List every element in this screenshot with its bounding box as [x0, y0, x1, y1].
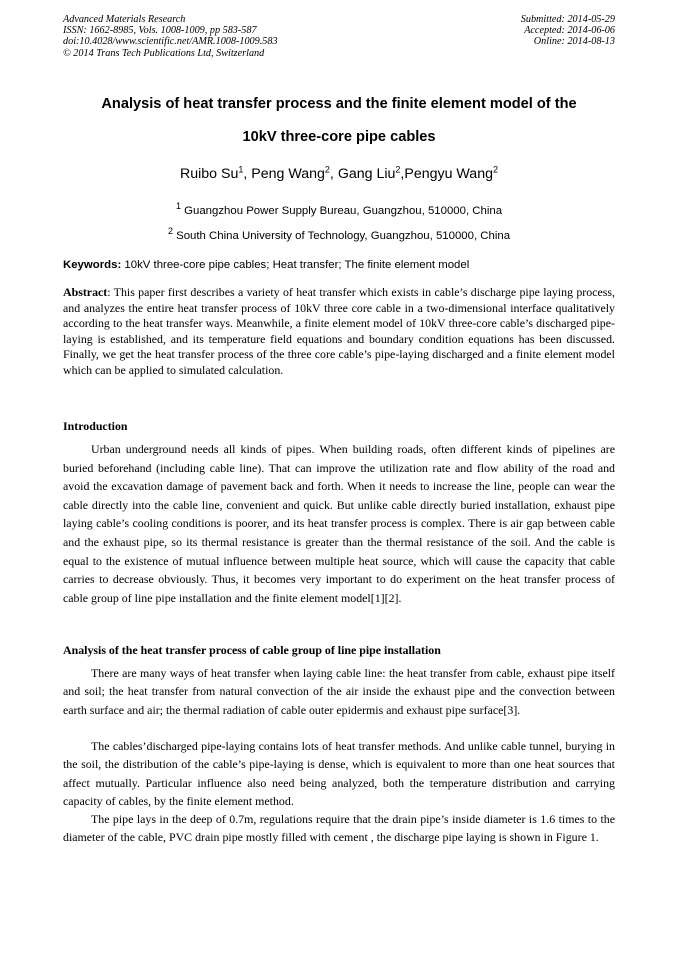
introduction-paragraph: Urban underground needs all kinds of pipes. When building roads, often different kinds of pipelines are buried beforehand (including cable line). That can improve the utilization rate and flow ability of the road and avoid the excavation damage of pavement back and forth. When it needs to increase the line, people can wear the cable directly into the cable line, convenient and quick. But unlike cable directly buried installation, exhaust pipe laying cable’s cooling conditions is poorer, and its heat transfer process is complex. There is air gap between cable and the exhaust pipe, so its thermal resistance is greater than the thermal resistance of the soil. And the cable is equal to the existence of mutual influence between multiple heat source, which will cause the capacity that cable carries to decrease obviously. Thus, it becomes very important to do experiment on the heat transfer process of cable group of line pipe installation and the finite element model[1][2]. [63, 442, 615, 605]
author-affiliation-mark: 2 [324, 164, 330, 175]
section-heading-analysis: Analysis of the heat transfer process of cable group of line pipe installation [63, 643, 441, 657]
affiliation-text: South China University of Technology, Guangzhou, 510000, China [176, 230, 511, 242]
keywords-text: 10kV three-core pipe cables; Heat transfer; The finite element model [124, 259, 470, 271]
affiliation-text: Guangzhou Power Supply Bureau, Guangzhou, 510000, China [184, 205, 503, 217]
author-name: Ruibo Su [180, 166, 239, 182]
author-name: Pengyu Wang [404, 166, 493, 182]
journal-header [63, 14, 615, 66]
author-separator: , [329, 166, 338, 182]
affiliation-1 [63, 203, 615, 219]
keywords-label: Keywords: [63, 259, 122, 271]
doi-link[interactable]: doi:10.4028/www.scientific.net/AMR.1008-1009.583 [63, 36, 278, 48]
analysis-paragraph-3: The pipe lays in the deep of 0.7m, regulations require that the drain pipe’s inside diameter is 1.6 times to the diameter of the cable, PVC drain pipe mostly filled with cement , the discharge pipe laying is shown in Figure 1. [63, 812, 615, 845]
abstract [63, 285, 615, 379]
journal-info [63, 14, 278, 59]
keywords [63, 257, 615, 273]
abstract-text: : This paper first describes a variety of heat transfer which exists in cable’s discharge pipe laying process, and analyzes the entire heat transfer process of 10kV three core cable in a two-dimensional interface qualitatively according to the heat transfer ways. Meanwhile, a finite element model of 10kV three-core cable’s discharged pipe-laying is established, and its temperature field equations and boundary condition equations has been discussed. Finally, we get the heat transfer process of the three core cable’s pipe-laying discharged and a finite element model which can be applied to simulated calculation. [63, 285, 615, 377]
analysis-paragraph-2: The cables’discharged pipe-laying contains lots of heat transfer methods. And unlike cable tunnel, burying in the soil, the distribution of the cable’s pipe-laying is dense, which is equivalent to more than one heat sources that affect mutually. Particular influence also need being analyzed, both the temperature distribution and carrying capacity of cables, by the finite element method. [63, 739, 615, 809]
title-line-1: Analysis of heat transfer process and the finite element model of the [101, 96, 577, 112]
affiliation-number: 1 [175, 201, 181, 212]
affiliation-number: 2 [167, 226, 173, 237]
online-date: Online: 2014-08-13 [533, 36, 615, 48]
author-affiliation-mark: 2 [492, 164, 498, 175]
author-separator: , [243, 166, 252, 182]
author-affiliation-mark: 2 [395, 164, 401, 175]
author-list [63, 164, 615, 184]
abstract-label: Abstract [63, 285, 108, 299]
copyright-line: © 2014 Trans Tech Publications Ltd, Switzerland [63, 47, 265, 59]
journal-name: Advanced Materials Research [63, 14, 186, 25]
author-separator: , [400, 166, 405, 182]
publication-dates [521, 14, 615, 48]
title-line-2: 10kV three-core pipe cables [242, 129, 436, 145]
analysis-paragraph-1: There are many ways of heat transfer when laying cable line: the heat transfer from cable, exhaust pipe itself and soil; the heat transfer from natural convection of the air inside the exhaust pipe and the convection between earth surface and air; the thermal radiation of cable outer epidermis and exhaust pipe surface[3]. [63, 666, 615, 717]
section-heading-introduction: Introduction [63, 419, 128, 433]
author-affiliation-mark: 1 [238, 164, 244, 175]
issn-line: ISSN: 1662-8985, Vols. 1008-1009, pp 583-587 [63, 25, 257, 37]
author-name: Peng Wang [251, 166, 325, 182]
paper-title [63, 88, 615, 154]
affiliation-2 [63, 228, 615, 244]
author-name: Gang Liu [337, 166, 396, 182]
submitted-date: Submitted: 2014-05-29 [520, 14, 615, 25]
accepted-date: Accepted: 2014-06-06 [524, 25, 615, 37]
